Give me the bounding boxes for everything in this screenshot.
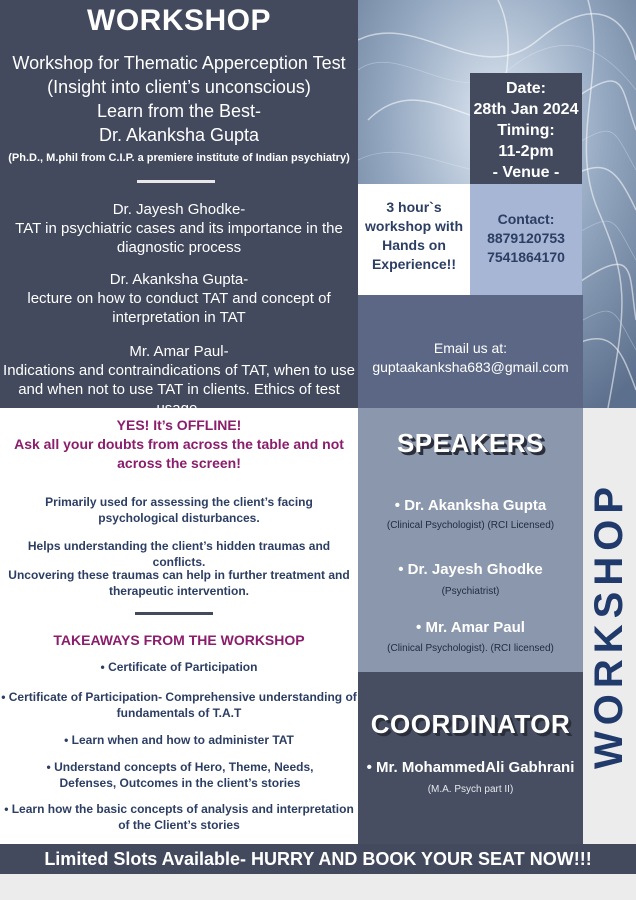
contact-phone-1[interactable]: 8879120753 xyxy=(487,230,565,246)
speakers-heading: SPEAKERS xyxy=(396,428,545,458)
timing-value: 11-2pm xyxy=(498,143,554,160)
speaker-3-role: (Clinical Psychologist). (RCI licensed) xyxy=(387,643,554,654)
lead-speaker-name: Dr. Akanksha Gupta xyxy=(98,125,260,145)
hours-text: 3 hour`s workshop with Hands on Experience!! xyxy=(365,199,463,272)
contact-box xyxy=(470,184,582,295)
venue-label: - Venue - xyxy=(492,164,560,181)
offline-line-2: Ask all your doubts from across the table and not across the screen! xyxy=(14,436,344,471)
timing-label: Timing: xyxy=(497,122,555,139)
email-box xyxy=(358,295,583,408)
footer-text: Limited Slots Available- HURRY AND BOOK YOUR SEAT NOW!!! xyxy=(44,849,592,869)
speaker-2-name: • Dr. Jayesh Ghodke xyxy=(398,561,543,578)
lead-speaker-credentials: (Ph.D., M.phil from C.I.P. a premiere institute of Indian psychiatry) xyxy=(8,152,350,164)
takeaway-item-3: • Learn when and how to administer TAT xyxy=(64,733,294,747)
workshop-subtitle: Workshop for Thematic Apperception Test xyxy=(12,53,346,73)
session-3-topic: Indications and contraindications of TAT, when to use and when not to use TAT in clients. Ethics of test usage. xyxy=(3,362,355,417)
session-1-speaker: Dr. Jayesh Ghodke- xyxy=(112,201,246,218)
date-label: Date: xyxy=(505,80,546,97)
session-2-topic: lecture on how to conduct TAT and concept of interpretation in TAT xyxy=(27,290,331,326)
coordinator-name: • Mr. MohammedAli Gabhrani xyxy=(366,759,575,776)
takeaways-divider xyxy=(135,612,213,615)
vertical-title: WORKSHOP xyxy=(587,481,631,769)
speaker-3-name: • Mr. Amar Paul xyxy=(416,619,525,636)
about-item-1: Primarily used for assessing the client’s facing psychological disturbances. xyxy=(45,495,313,525)
speaker-1-role: (Clinical Psychologist) (RCI Licensed) xyxy=(386,520,555,531)
about-item-2: Helps understanding the client’s hidden traumas and conflicts. xyxy=(27,539,331,569)
vertical-title-container xyxy=(583,440,636,810)
offline-line-1: YES! It’s OFFLINE! xyxy=(116,417,242,433)
page-title: WORKSHOP xyxy=(87,4,271,37)
session-3 xyxy=(0,342,358,418)
session-1 xyxy=(4,200,354,257)
email-link[interactable]: guptaakanksha683@gmail.com xyxy=(372,359,569,375)
speaker-1-name: • Dr. Akanksha Gupta xyxy=(394,497,547,514)
speaker-2-role: (Psychiatrist) xyxy=(441,586,500,597)
email-label: Email us at: xyxy=(433,340,508,356)
session-1-topic: TAT in psychiatric cases and its importance in the diagnostic process xyxy=(15,220,343,256)
session-2 xyxy=(4,270,354,327)
workshop-tagline: (Insight into client’s unconscious) xyxy=(47,77,311,97)
learn-from-text: Learn from the Best- xyxy=(96,101,262,121)
takeaway-item-5: • Learn how the basic concepts of analysis and interpretation of the Client’s stories xyxy=(4,802,354,832)
session-2-speaker: Dr. Akanksha Gupta- xyxy=(109,271,249,288)
session-3-speaker: Mr. Amar Paul- xyxy=(129,343,229,360)
takeaway-item-4: • Understand concepts of Hero, Theme, Needs, Defenses, Outcomes in the client’s stories xyxy=(46,760,314,790)
hours-box xyxy=(358,184,470,295)
coordinator-role: (M.A. Psych part II) xyxy=(427,784,514,795)
takeaway-item-1: • Certificate of Participation xyxy=(100,660,258,674)
takeaway-item-2: • Certificate of Participation- Comprehensive understanding of fundamentals of T.A.T xyxy=(1,690,357,720)
date-value: 28th Jan 2024 xyxy=(473,101,579,118)
offline-notice xyxy=(0,416,358,473)
header-divider xyxy=(137,180,215,183)
coordinator-heading: COORDINATOR xyxy=(370,709,571,739)
about-item-3: Uncovering these traumas can help in further treatment and therapeutic intervention. xyxy=(8,568,350,598)
contact-label: Contact: xyxy=(497,211,555,227)
contact-phone-2[interactable]: 7541864170 xyxy=(487,249,565,265)
date-box xyxy=(470,73,582,184)
footer-banner xyxy=(0,844,636,874)
coordinator-panel xyxy=(358,672,583,844)
takeaways-heading: TAKEAWAYS FROM THE WORKSHOP xyxy=(53,632,305,648)
